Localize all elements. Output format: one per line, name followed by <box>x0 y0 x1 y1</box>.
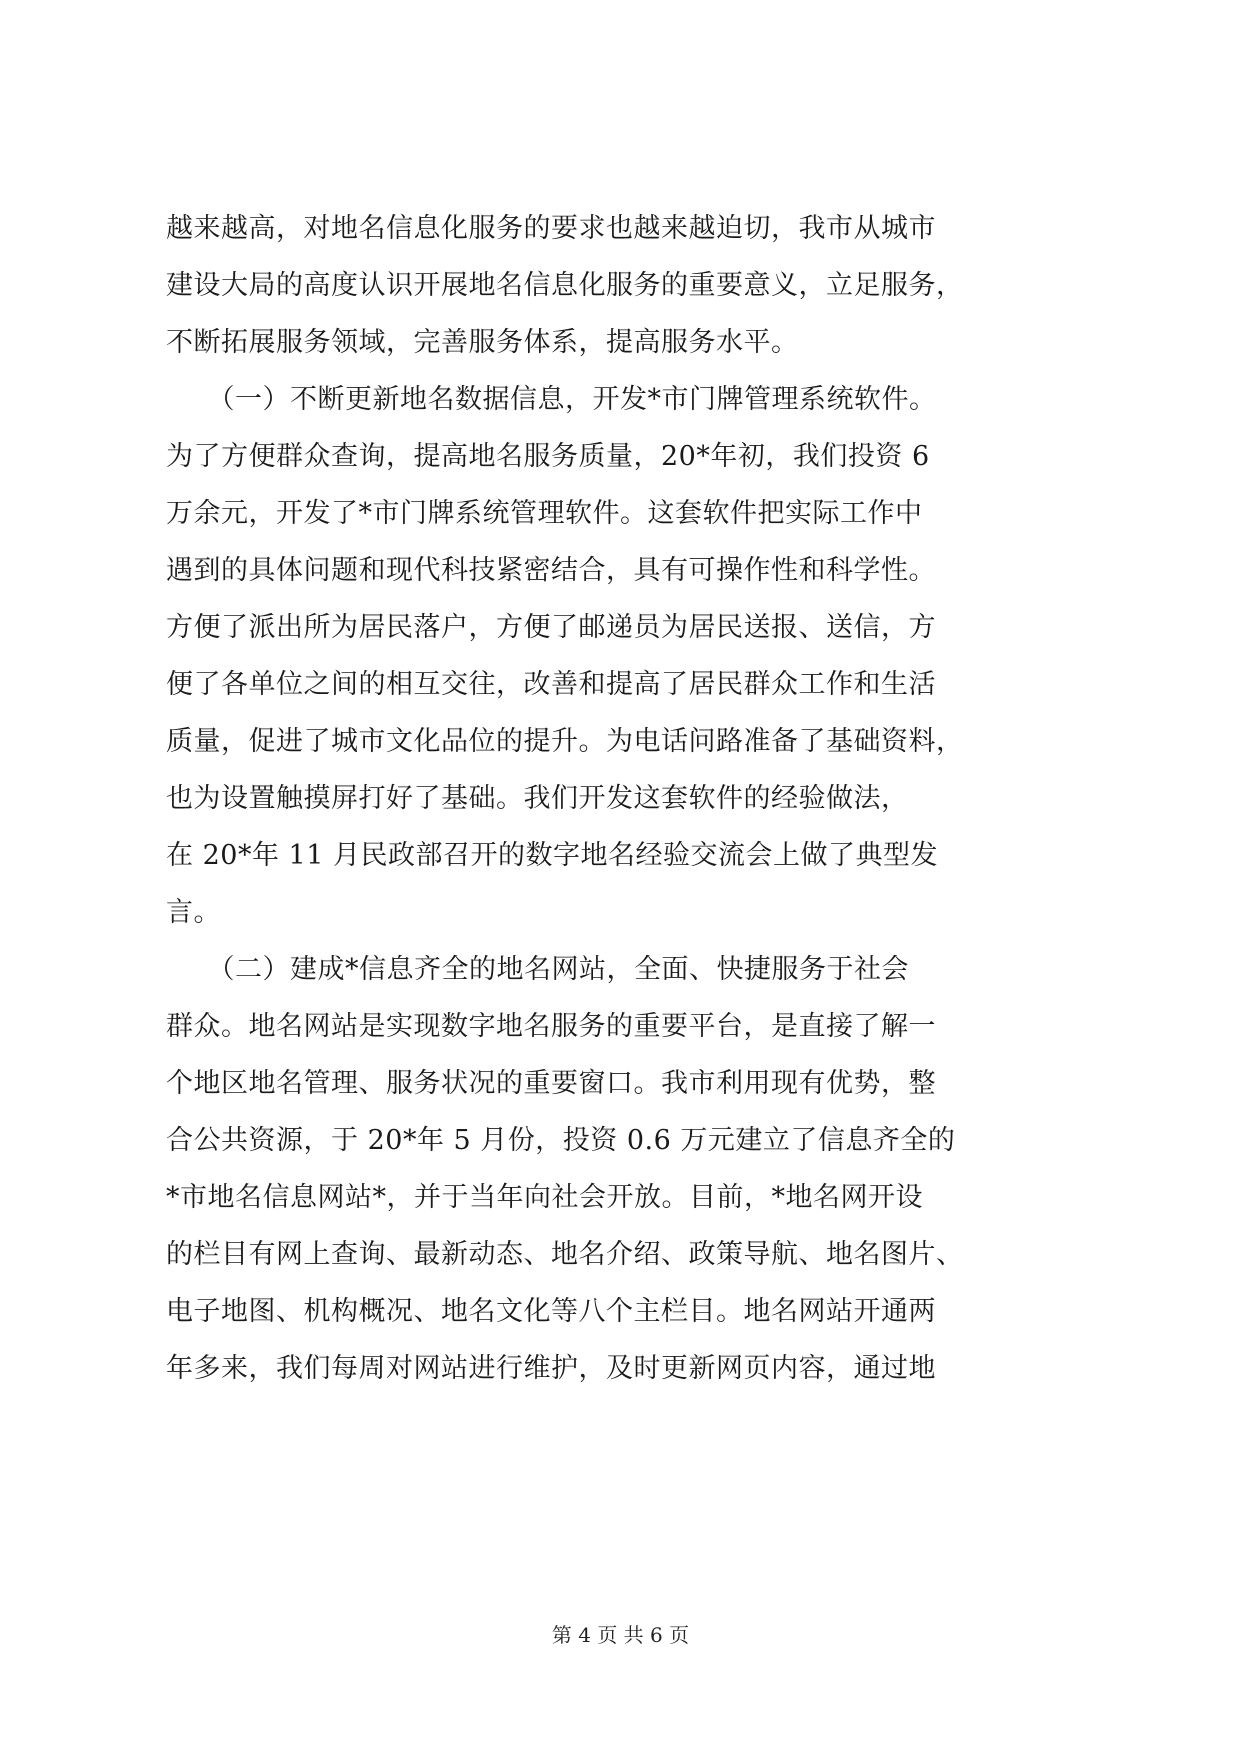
text-line: *市地名信息网站*，并于当年向社会开放。目前，*地名网开设 <box>166 1182 923 1213</box>
text-line: 的栏目有网上查询、最新动态、地名介绍、政策导航、地名图片、 <box>166 1239 964 1270</box>
text-line: 言。 <box>166 897 221 928</box>
text-line: 遇到的具体问题和现代科技紧密结合，具有可操作性和科学性。 <box>166 555 936 586</box>
section-heading-1: （一）不断更新地名数据信息，开发*市门牌管理系统软件。 <box>166 384 937 415</box>
text-line: 万余元，开发了*市门牌系统管理软件。这套软件把实际工作中 <box>166 498 923 529</box>
text-line: 个地区地名管理、服务状况的重要窗口。我市利用现有优势，整 <box>166 1068 936 1099</box>
text-line: 合公共资源，于 20*年 5 月份，投资 0.6 万元建立了信息齐全的 <box>166 1125 956 1156</box>
text-line: 越来越高，对地名信息化服务的要求也越来越迫切，我市从城市 <box>166 213 936 244</box>
text-line: 质量，促进了城市文化品位的提升。为电话问路准备了基础资料， <box>166 726 964 757</box>
text-line: 年多来，我们每周对网站进行维护，及时更新网页内容，通过地 <box>166 1353 936 1384</box>
text-line: 为了方便群众查询，提高地名服务质量，20*年初，我们投资 6 <box>166 441 930 472</box>
text-line: 方便了派出所为居民落户，方便了邮递员为居民送报、送信，方 <box>166 612 936 643</box>
text-line: 建设大局的高度认识开展地名信息化服务的重要意义，立足服务， <box>166 270 964 301</box>
section-heading-2: （二）建成*信息齐全的地名网站，全面、快捷服务于社会 <box>166 954 909 985</box>
text-line: 群众。地名网站是实现数字地名服务的重要平台，是直接了解一 <box>166 1011 936 1042</box>
text-line: 电子地图、机构概况、地名文化等八个主栏目。地名网站开通两 <box>166 1296 936 1327</box>
text-line: 不断拓展服务领域，完善服务体系，提高服务水平。 <box>166 327 799 358</box>
text-line: 便了各单位之间的相互交往，改善和提高了居民群众工作和生活 <box>166 669 936 700</box>
page-number-footer: 第 4 页 共 6 页 <box>551 1623 690 1647</box>
text-line: 在 20*年 11 月民政部召开的数字地名经验交流会上做了典型发 <box>166 840 938 871</box>
text-line: 也为设置触摸屏打好了基础。我们开发这套软件的经验做法， <box>166 783 909 814</box>
